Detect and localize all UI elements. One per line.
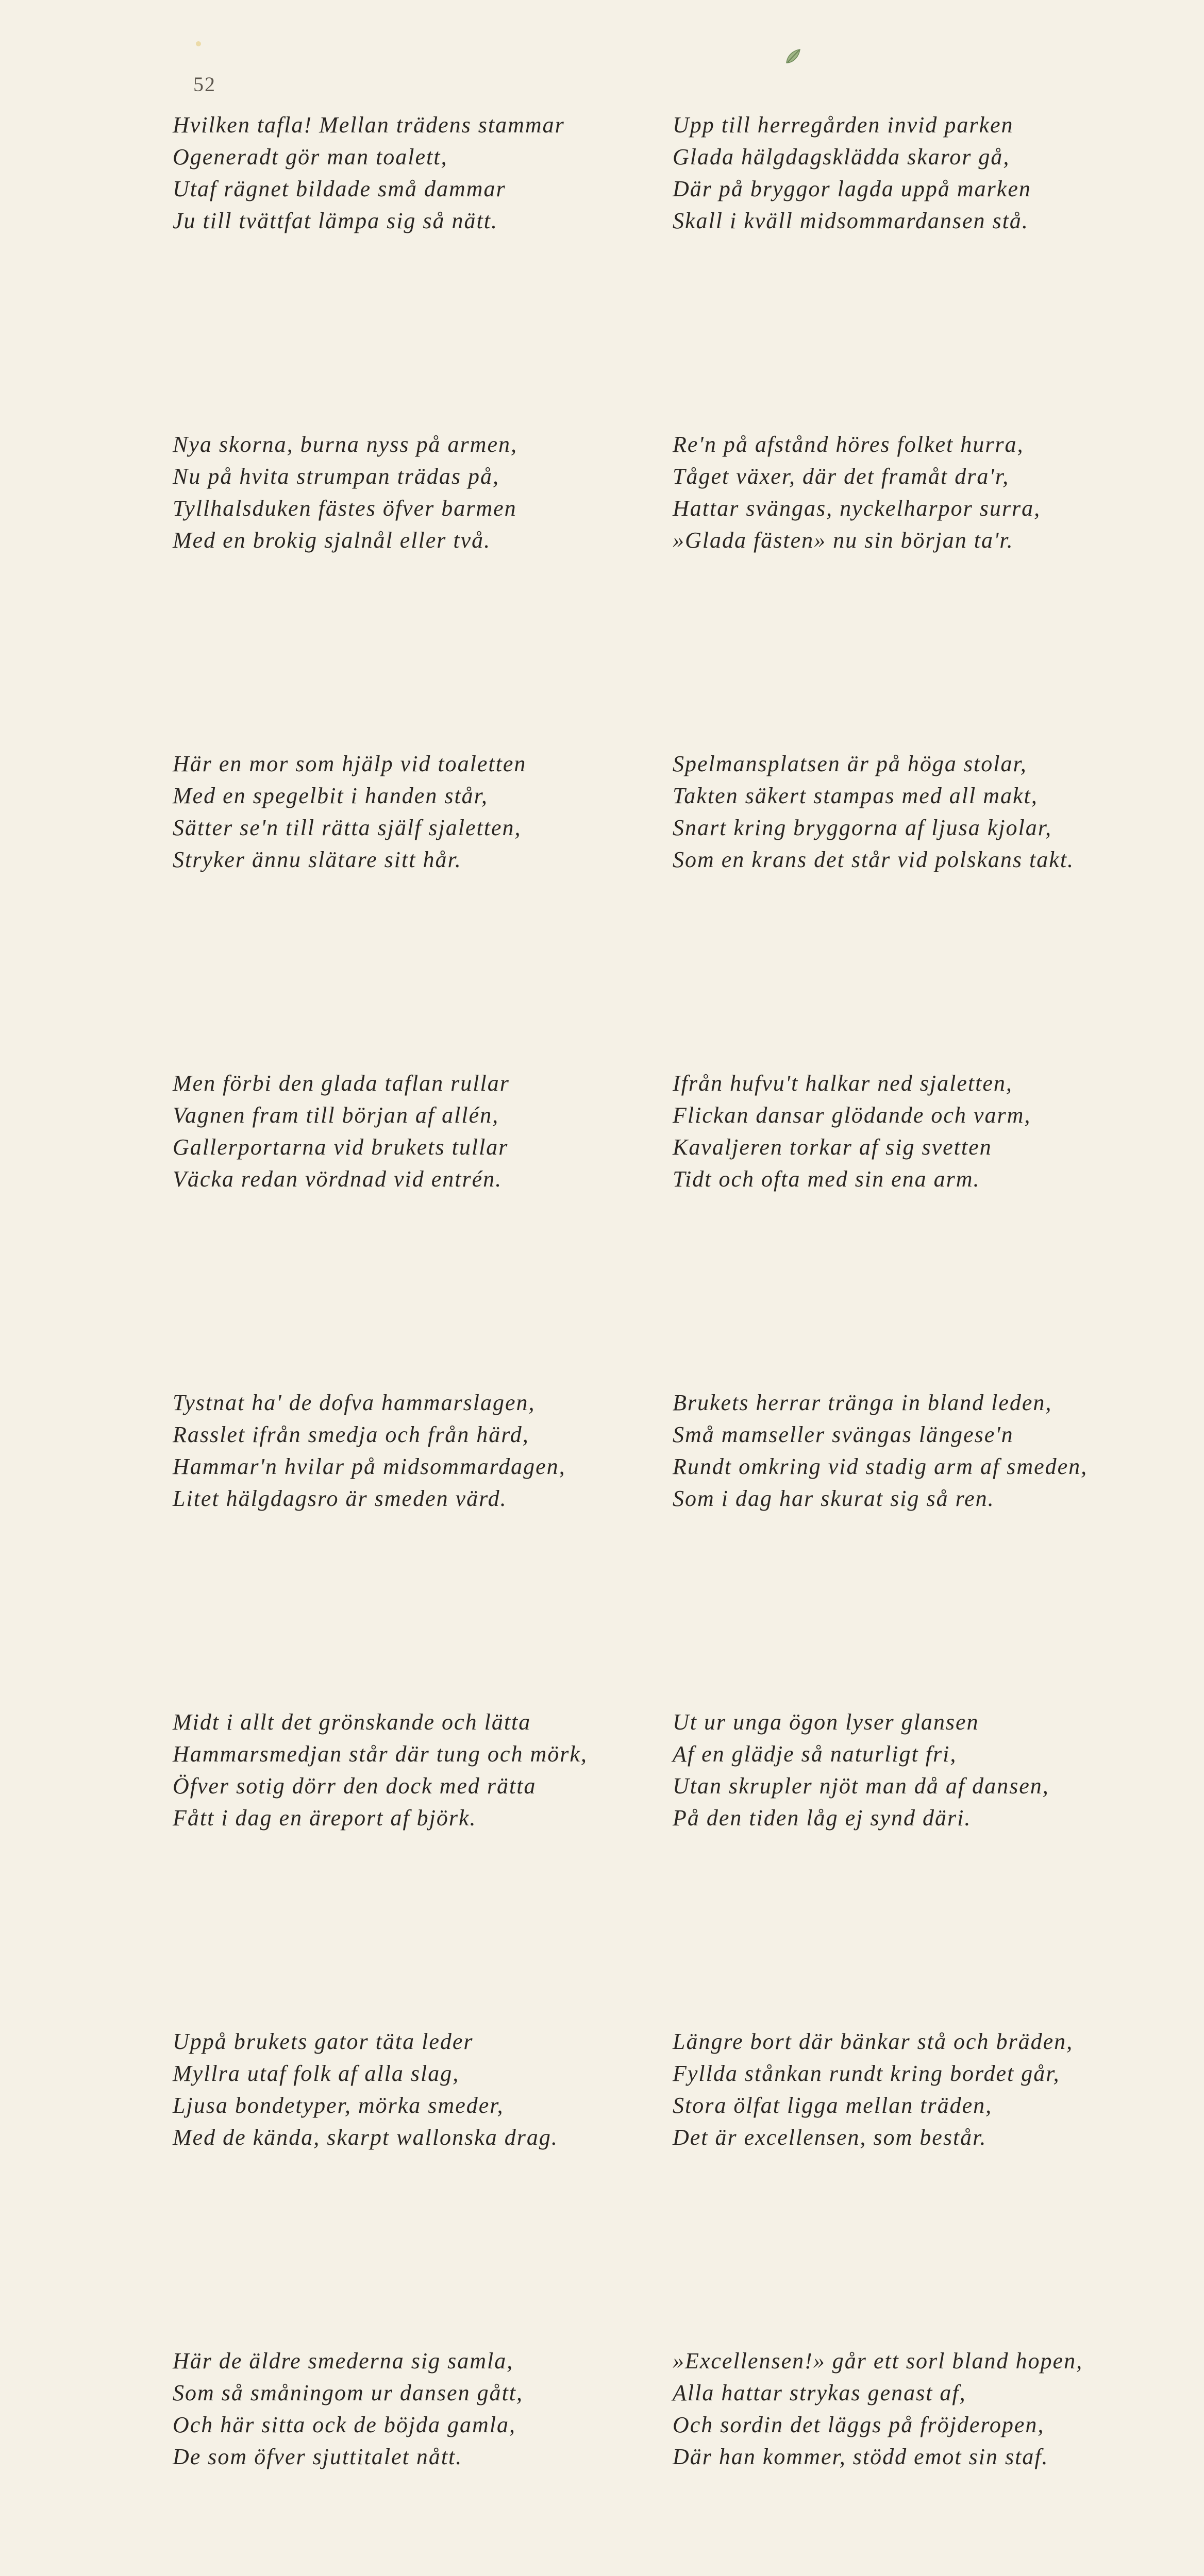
verse-line: Re'n på afstånd höres folket hurra, (673, 432, 1024, 457)
page-number: 52 (193, 73, 216, 96)
verse-line: Hammarsmedjan står där tung och mörk, (173, 1741, 588, 1767)
verse-line: Hvilken tafla! Mellan trädens stammar (173, 112, 565, 138)
verse-line: Ju till tvättfat lämpa sig så nätt. (173, 208, 498, 233)
left-column (173, 109, 637, 2576)
verse-line: Här en mor som hjälp vid toaletten (173, 751, 527, 776)
verse-line: Utan skrupler njöt man då af dansen, (673, 1773, 1049, 1799)
verse-line: Med de kända, skarpt wallonska drag. (173, 2125, 558, 2150)
verse-line: Fått i dag en äreport af björk. (173, 1805, 477, 1831)
verse-line: Hattar svängas, nyckelharpor surra, (673, 496, 1041, 521)
verse-line: Väcka redan vördnad vid entrén. (173, 1166, 503, 1192)
leaf-ornament-icon (783, 47, 802, 66)
verse-line: Skall i kväll midsommardansen stå. (673, 208, 1029, 233)
verse-line: Snart kring bryggorna af ljusa kjolar, (673, 815, 1052, 840)
verse-line: Litet hälgdagsro är smeden värd. (173, 1486, 507, 1511)
verse-line: Som en krans det står vid polskans takt. (673, 847, 1075, 872)
verse-line: Gallerportarna vid brukets tullar (173, 1134, 509, 1160)
verse-line: Rundt omkring vid stadig arm af smeden, (673, 1454, 1088, 1479)
verse-line: »Glada fästen» nu sin början ta'r. (673, 528, 1014, 553)
verse-line: Ifrån hufvu't halkar ned sjaletten, (673, 1071, 1013, 1096)
verse-line: Nu på hvita strumpan trädas på, (173, 464, 500, 489)
verse-line: Som så småningom ur dansen gått, (173, 2380, 524, 2405)
verse-line: Alla hattar strykas genast af, (673, 2380, 966, 2405)
verse-line: Utaf rägnet bildade små dammar (173, 176, 506, 201)
verse-line: Takten säkert stampas med all makt, (673, 783, 1038, 808)
verse-line: Men förbi den glada taflan rullar (173, 1071, 510, 1096)
verse-line: »Excellensen!» går ett sorl bland hopen, (673, 2348, 1083, 2374)
stanza (173, 429, 637, 748)
stanza (173, 1706, 637, 2026)
verse-line: Stora ölfat ligga mellan träden, (673, 2093, 993, 2118)
verse-line: Tåget växer, där det framåt dra'r, (673, 464, 1010, 489)
stanza (673, 748, 1167, 1067)
stanza (173, 1387, 637, 1706)
stanza (173, 2026, 637, 2345)
verse-line: Brukets herrar tränga in bland leden, (673, 1390, 1052, 1415)
stanza (173, 2345, 637, 2576)
verse-line: Kavaljeren torkar af sig svetten (673, 1134, 992, 1160)
verse-line: Ljusa bondetyper, mörka smeder, (173, 2093, 504, 2118)
verse-line: Längre bort där bänkar stå och bräden, (673, 2029, 1074, 2054)
verse-line: Här de äldre smederna sig samla, (173, 2348, 514, 2374)
verse-line: Och sordin det läggs på fröjderopen, (673, 2412, 1045, 2437)
verse-line: Med en brokig sjalnål eller två. (173, 528, 491, 553)
verse-line: Små mamseller svängas längese'n (673, 1422, 1014, 1447)
stanza (173, 1067, 637, 1387)
verse-line: Hammar'n hvilar på midsommardagen, (173, 1454, 566, 1479)
verse-line: På den tiden låg ej synd däri. (673, 1805, 972, 1831)
verse-line: Ogeneradt gör man toalett, (173, 144, 448, 170)
verse-line: Spelmansplatsen är på höga stolar, (673, 751, 1027, 776)
verse-line: Uppå brukets gator täta leder (173, 2029, 474, 2054)
verse-line: Midt i allt det grönskande och lätta (173, 1709, 531, 1735)
verse-line: Ut ur unga ögon lyser glansen (673, 1709, 979, 1735)
verse-line: Af en glädje så naturligt fri, (673, 1741, 957, 1767)
verse-line: Sätter se'n till rätta själf sjaletten, (173, 815, 522, 840)
right-column (673, 109, 1167, 2576)
verse-line: Där han kommer, stödd emot sin staf. (673, 2444, 1049, 2469)
verse-line: Flickan dansar glödande och varm, (673, 1103, 1031, 1128)
stanza (173, 109, 637, 429)
verse-line: Som i dag har skurat sig så ren. (673, 1486, 995, 1511)
verse-line: Tidt och ofta med sin ena arm. (673, 1166, 980, 1192)
verse-line: Glada hälgdagsklädda skaror gå, (673, 144, 1010, 170)
stanza (673, 1706, 1167, 2026)
verse-line: Tyllhalsduken fästes öfver barmen (173, 496, 517, 521)
verse-line: Myllra utaf folk af alla slag, (173, 2061, 460, 2086)
stanza (673, 1067, 1167, 1387)
stanza (673, 2345, 1167, 2576)
verse-line: Där på bryggor lagda uppå marken (673, 176, 1031, 201)
verse-line: Det är excellensen, som består. (673, 2125, 987, 2150)
verse-line: Med en spegelbit i handen står, (173, 783, 488, 808)
verse-line: Upp till herregården invid parken (673, 112, 1014, 138)
verse-line: Och här sitta ock de böjda gamla, (173, 2412, 516, 2437)
paper-speck (196, 41, 201, 46)
verse-line: Tystnat ha' de dofva hammarslagen, (173, 1390, 536, 1415)
stanza (173, 748, 637, 1067)
verse-line: Fyllda stånkan rundt kring bordet går, (673, 2061, 1060, 2086)
verse-line: Rasslet ifrån smedja och från härd, (173, 1422, 529, 1447)
stanza (673, 1387, 1167, 1706)
stanza (673, 2026, 1167, 2345)
verse-line: Nya skorna, burna nyss på armen, (173, 432, 517, 457)
stanza (673, 109, 1167, 429)
verse-line: Stryker ännu slätare sitt hår. (173, 847, 462, 872)
verse-line: De som öfver sjuttitalet nått. (173, 2444, 463, 2469)
stanza (673, 429, 1167, 748)
verse-line: Vagnen fram till början af allén, (173, 1103, 499, 1128)
verse-line: Öfver sotig dörr den dock med rätta (173, 1773, 537, 1799)
